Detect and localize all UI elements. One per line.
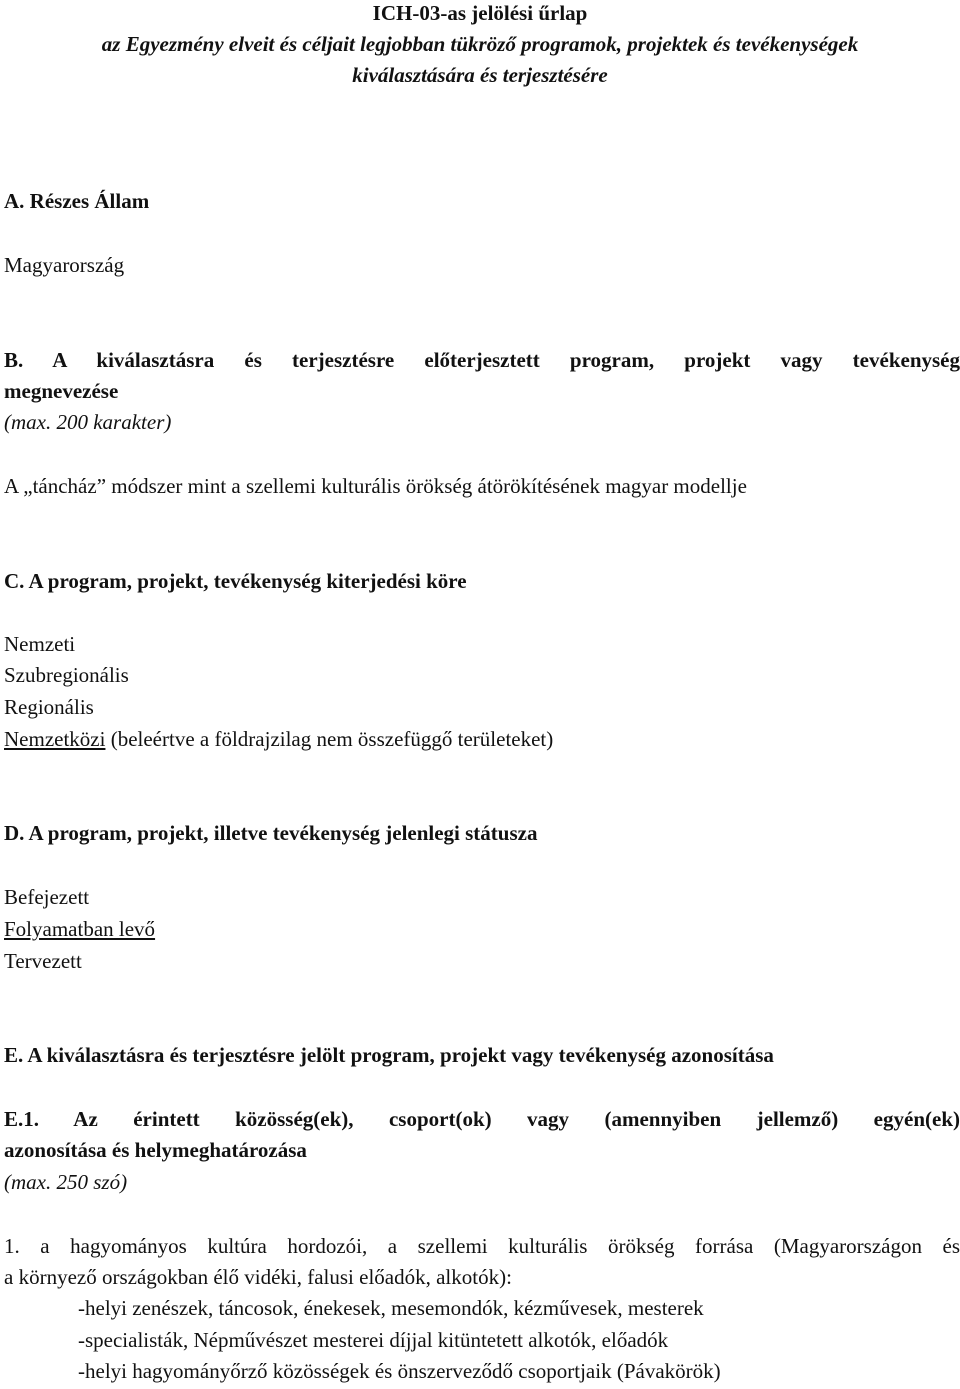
section-e1-paragraph-line2: a környező országokban élő vidéki, falusi előadók, alkotók):	[4, 1265, 512, 1289]
section-a-value: Magyarország	[4, 253, 125, 277]
section-a-heading: A. Részes Állam	[4, 189, 150, 213]
section-c-selected-option: Nemzetközi	[4, 727, 106, 751]
section-c-selected-line	[4, 726, 960, 752]
section-b-heading-line1: B. A kiválasztásra és terjesztésre előterjesztett program, projekt vagy tevékenység	[4, 348, 960, 372]
section-c-heading: C. A program, projekt, tevékenység kiterjedési köre	[4, 569, 467, 593]
section-d-selected-line	[4, 916, 960, 942]
section-d-option-1: Befejezett	[4, 885, 90, 909]
section-d-option-3: Tervezett	[4, 949, 82, 973]
section-c-option-1: Nemzeti	[4, 632, 76, 656]
section-e1-bullet-2: -specialisták, Népművészet mesterei díjjal kitüntetett alkotók, előadók	[78, 1328, 669, 1352]
section-b-heading-line2: megnevezése	[4, 379, 119, 403]
section-b-limit: (max. 200 karakter)	[4, 410, 172, 434]
section-c-selected-note: (beleértve a földrajzilag nem összefüggő területeket)	[105, 727, 554, 751]
section-d-heading: D. A program, projekt, illetve tevékenység jelenlegi státusza	[4, 821, 538, 845]
form-subtitle-line1: az Egyezmény elveit és céljait legjobban tükröző programok, projektek és tevékenységek	[101, 32, 859, 56]
section-e1-heading-line2: azonosítása és helymeghatározása	[4, 1138, 307, 1162]
section-b-value: A „táncház” módszer mint a szellemi kulturális örökség átörökítésének magyar modellje	[4, 474, 747, 498]
section-c-option-2: Szubregionális	[4, 663, 129, 687]
form-title: ICH-03-as jelölési űrlap	[372, 1, 588, 25]
section-e1-heading-line1: E.1. Az érintett közösség(ek), csoport(ok) vagy (amennyiben jellemző) egyén(ek)	[4, 1107, 960, 1131]
section-c-option-3: Regionális	[4, 695, 94, 719]
section-e1-bullet-1: -helyi zenészek, táncosok, énekesek, mesemondók, kézművesek, mesterek	[78, 1296, 704, 1320]
section-d-selected-option: Folyamatban levő	[4, 917, 156, 941]
section-e1-paragraph-line1: 1. a hagyományos kultúra hordozói, a szellemi kulturális örökség forrása (Magyarországon és	[4, 1234, 960, 1258]
section-e1-limit: (max. 250 szó)	[4, 1170, 128, 1194]
section-e-heading: E. A kiválasztásra és terjesztésre jelölt program, projekt vagy tevékenység azonosítása	[4, 1043, 774, 1067]
form-subtitle-line2: kiválasztására és terjesztésére	[352, 63, 608, 87]
section-e1-bullet-3: -helyi hagyományőrző közösségek és önszerveződő csoportjaik (Pávakörök)	[78, 1359, 721, 1383]
